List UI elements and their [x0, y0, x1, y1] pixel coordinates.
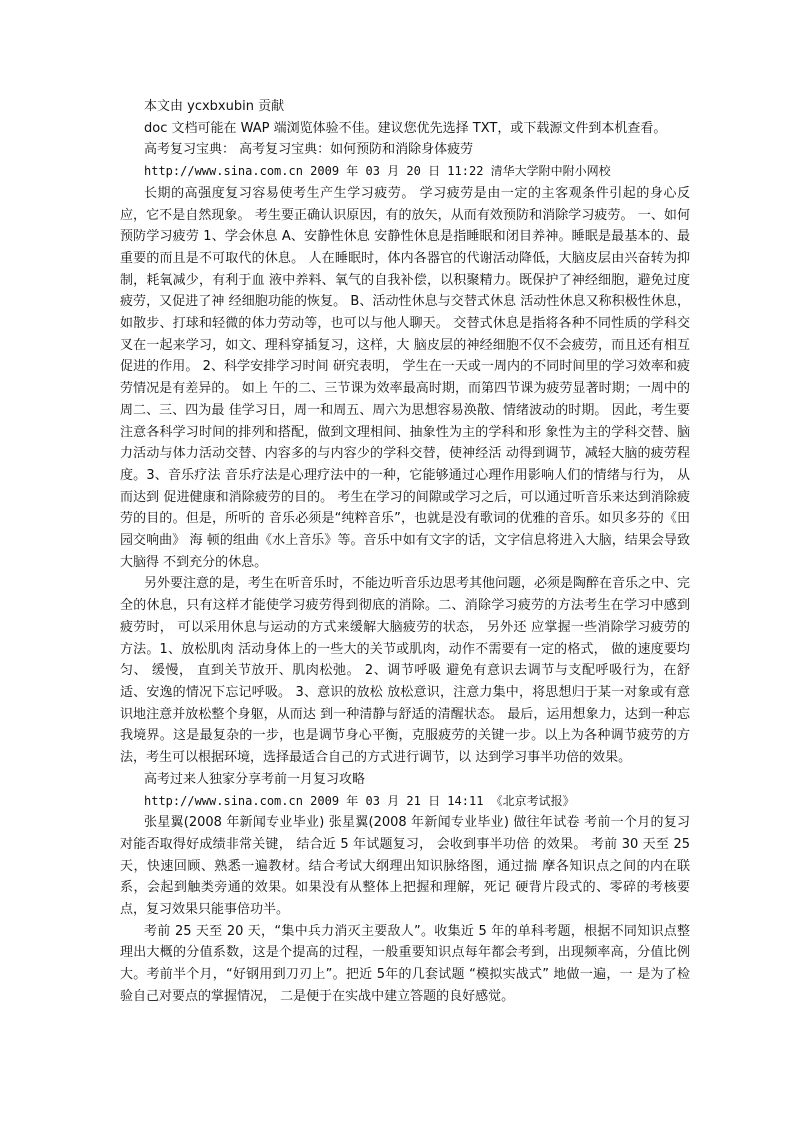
contributor-line: 本文由 ycxbxubin 贡献	[144, 99, 285, 114]
article-1-paragraph-2: 另外要注意的是，考生在听音乐时，不能边听音乐边思考其他问题，必须是陶醉在音乐之中、完全的休息，只有这样才能使学习疲劳得到彻底的消除。二、消除学习疲劳的方法考生在学习中感到疲劳时， 可以采用休息与运动的方式来缓解大脑疲劳的状态， 另外还 应掌握一些消除学习疲劳的方法。1、放松肌肉 活动身体上的一些大的关节或肌肉，动作不需要有一定的格式， 做的速度要均匀、 缓慢， 直到关节放开、肌肉松弛。 2、调节呼吸 避免有意识去调节与支配呼吸行为，在舒适、安逸的情况下忘记呼吸。 3、意识的放松 放松意识，注意力集中，将思想归于某一对象或有意识地注意并放松整个身躯，从而达 到一种清静与舒适的清醒状态。 最后，运用想象力，达到一种忘我境界。这是最复杂的一步，也是调节身心平衡，克服疲劳的关键一步。以上为各种调节疲劳的方法，考生可以根据环境，选择最适合自己的方式进行调节，以 达到学习事半功倍的效果。	[120, 576, 691, 766]
article-2-paragraph-2: 考前 25 天至 20 天，“集中兵力消灭主要敌人”。收集近 5 年的单科考题，根据不同知识点整理出大概的分值系数，这是个提高的过程，一般重要知识点每年都会考到，出现频率高，分值比例大。考前半个月，“好钢用到刀刃上”。把近 5年的几套试题 “模拟实战式” 地做一遍，一 是为了检验自己对要点的掌握情况， 二是便于在实战中建立答题的良好感觉。	[120, 923, 690, 1004]
article-1-paragraph-1: 长期的高强度复习容易使考生产生学习疲劳。 学习疲劳是由一定的主客观条件引起的身心反应，它不是自然现象。 考生要正确认识原因，有的放矢，从而有效预防和消除学习疲劳。 一、如何预防学习疲劳 1、学会休息 A、安静性休息 安静性休息是指睡眠和闭目养神。睡眠是最基本的、最重要的而且是不可取代的休息。 人在睡眠时，体内各器官的代谢活动降低，大脑皮层由兴奋转为抑制，耗氧减少，有利于血 液中养料、氧气的自我补偿，以积聚精力。既保护了神经细胞，避免过度疲劳，又促进了神 经细胞功能的恢复。 B、活动性休息与交替式休息 活动性休息又称积极性休息，如散步、打球和轻微的体力劳动等，也可以与他人聊天。 交替式休息是指将各种不同性质的学科交叉在一起来学习，如文、理科穿插复习，这样，大 脑皮层的神经细胞不仅不会疲劳，而且还有相互促进的作用。 2、科学安排学习时间 研究表明， 学生在一天或一周内的不同时间里的学习效率和疲劳情况是有差异的。 如上 午的二、三节课为效率最高时期，而第四节课为疲劳显著时期；一周中的周二、三、四为最 佳学习日，周一和周五、周六为思想容易涣散、情绪波动的时期。 因此，考生要注意各科学习时间的排列和搭配，做到文理相间、抽象性为主的学科和形 象性为主的学科交替、脑力活动与体力活动交替、内容多的与内容少的学科交替，使神经活 动得到调节，减轻大脑的疲劳程度。3、音乐疗法 音乐疗法是心理疗法中的一种，它能够通过心理作用影响人们的情绪与行为， 从而达到 促进健康和消除疲劳的目的。 考生在学习的间隙或学习之后，可以通过听音乐来达到消除疲劳的目的。但是，所听的 音乐必须是“纯粹音乐”，也就是没有歌词的优雅的音乐。如贝多芬的《田园交响曲》 海 顿的组曲《水上音乐》等。音乐中如有文字的话，文字信息将进入大脑，结果会导致大脑得 不到充分的休息。	[120, 185, 690, 570]
article-2-source: http://www.sina.com.cn 2009 年 03 月 21 日 14:11 《北京考试报》	[144, 793, 575, 808]
article-2-paragraph-1: 张星翼(2008 年新闻专业毕业) 张星翼(2008 年新闻专业毕业) 做往年试卷 考前一个月的复习对能否取得好成绩非常关键， 结合近 5 年试题复习， 会收到事半功倍 的效果。 考前 30 天至 25 天，快速回顾、熟悉一遍教材。结合考试大纲理出知识脉络图，通过揣 摩各知识点之间的内在联系，会起到触类旁通的效果。如果没有从整体上把握和理解，死记 硬背片段式的、零碎的考核要点，复习效果只能事倍功半。	[120, 815, 690, 918]
article-1-source: http://www.sina.com.cn 2009 年 03 月 20 日 11:22 清华大学附中附小网校	[144, 164, 611, 179]
document-page	[120, 96, 690, 1008]
article-2-title: 高考过来人独家分享考前一月复习攻略	[144, 771, 366, 787]
format-notice: doc 文档可能在 WAP 端浏览体验不佳。建议您优先选择 TXT，或下载源文件到本机查看。	[144, 120, 667, 136]
article-1-title: 高考复习宝典： 高考复习宝典：如何预防和消除身体疲劳	[144, 142, 474, 158]
